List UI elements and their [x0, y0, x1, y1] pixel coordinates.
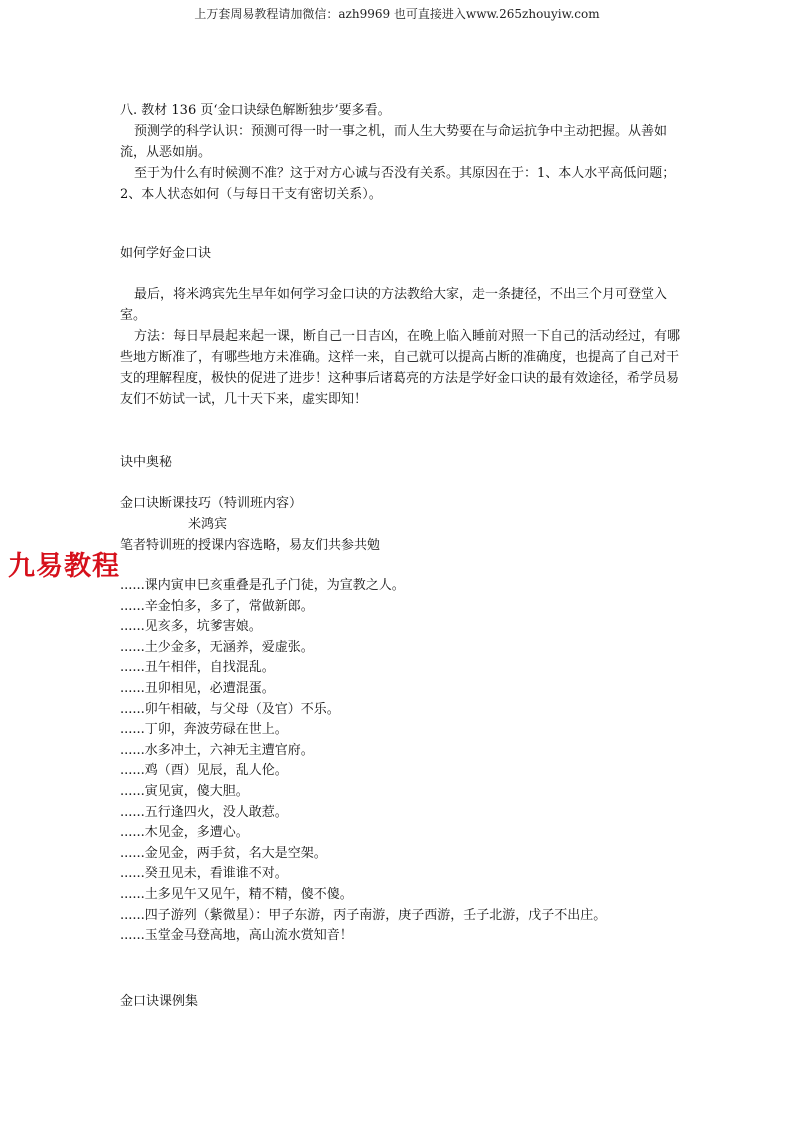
examples-title: 金口诀课例集: [120, 994, 199, 1009]
list-item: ......丁卯，奔波劳碌在世上。: [120, 722, 288, 738]
list-item: ......玉堂金马登高地，高山流水赏知音！: [120, 928, 353, 944]
list-item: ......木见金，多遭心。: [120, 825, 249, 841]
list-item: ......丑午相伴，自找混乱。: [120, 660, 275, 676]
secrets-title: 诀中奥秘: [120, 455, 173, 470]
list-item: ......鸡（酉）见辰，乱人伦。: [120, 763, 288, 779]
list-item: ......见亥多，坑爹害娘。: [120, 619, 262, 635]
list-item: ......水多冲土，六神无主遭官府。: [120, 742, 314, 758]
techniques-title: 金口诀断课技巧（特训班内容）: [120, 496, 303, 511]
list-item: ......辛金怕多，多了，常做新郎。: [120, 598, 314, 614]
section-8-paragraph-2: 至于为什么有时候测不准？这于对方心诚与否没有关系。其原因在于：1、本人水平高低问题；2、本人状态如何（与每日干支有密切关系）。: [120, 166, 676, 202]
section-8: [120, 100, 680, 205]
howto-body: [120, 284, 680, 410]
list-item: ......四子游列（紫微星）：甲子东游，丙子南游，庚子西游，壬子北游，戊子不出庄。: [120, 907, 607, 923]
howto-section: [120, 243, 680, 264]
section-8-paragraph-1: 预测学的科学认识：预测可得一时一事之机，而人生大势要在与命运抗争中主动把握。从善如流，从恶如崩。: [120, 124, 668, 160]
techniques-section: [120, 493, 680, 556]
examples-section: [120, 991, 680, 1012]
secrets-section: [120, 452, 680, 473]
list-item: ......金见金，两手贫，名大是空架。: [120, 845, 327, 861]
list-item: ......寅见寅，傻大胆。: [120, 783, 249, 799]
list-item: ......丑卯相见，必遭混蛋。: [120, 680, 275, 696]
techniques-intro: 笔者特训班的授课内容选略，易友们共参共勉: [120, 538, 381, 553]
list-item: ......卯午相破，与父母（及官）不乐。: [120, 701, 340, 717]
list-item: ......土少金多，无涵养，爱虚张。: [120, 639, 314, 655]
techniques-author: 米鸿宾: [188, 517, 228, 532]
howto-paragraph-1: 最后，将米鸿宾先生早年如何学习金口诀的方法教给大家，走一条捷径，不出三个月可登堂入室。: [120, 287, 668, 323]
howto-paragraph-2: 方法：每日早晨起来起一课，断自己一日吉凶，在晚上临入睡前对照一下自己的活动经过，有哪些地方断准了，有哪些地方未准确。这样一来，自己就可以提高占断的准确度，也提高了自己对干支的理解程度，极快的促进了进步！这种事后诸葛亮的方法是学好金口诀的最有效途径，希学员易友们不妨试一试，几十天下来，虚实即知！: [120, 329, 681, 407]
page-header: 上万套周易教程请加微信：azh9969 也可直接进入www.265zhouyiw.com: [194, 7, 600, 21]
list-item: ......五行逢四火，没人敢惹。: [120, 804, 288, 820]
howto-title: 如何学好金口诀: [120, 246, 212, 261]
section-8-title: 八. 教材 136 页‘金口诀绿色解断独步’要多看。: [120, 103, 391, 118]
watermark-logo: 九易教程: [8, 551, 120, 582]
techniques-list: [120, 576, 680, 947]
list-item: ......土多见午又见午，精不精，傻不傻。: [120, 886, 353, 902]
list-item: ......课内寅申巳亥重叠是孔子门徒，为宣教之人。: [120, 578, 405, 593]
list-item: ......癸丑见未，看谁谁不对。: [120, 866, 288, 882]
